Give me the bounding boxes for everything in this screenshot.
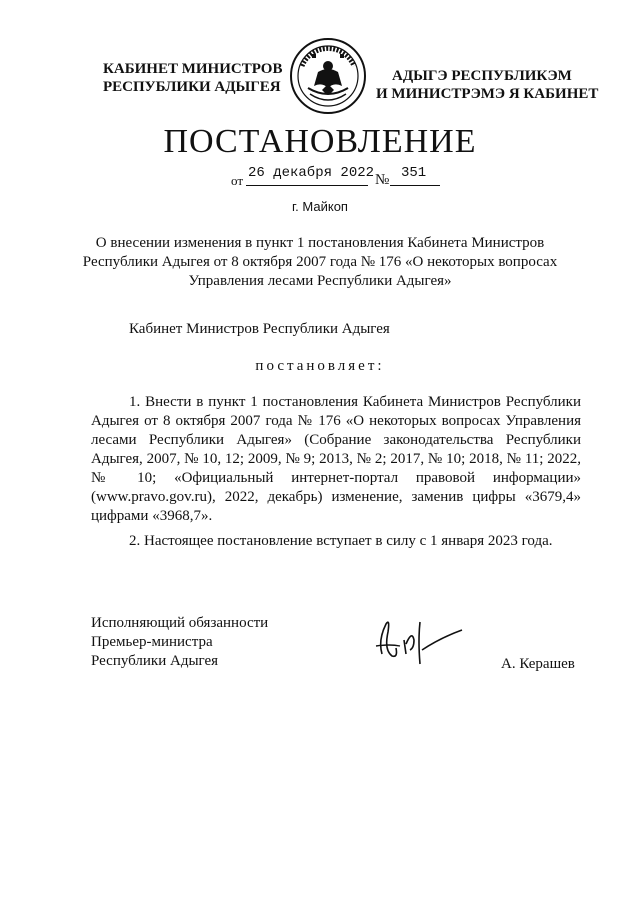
- city: г. Майкоп: [292, 199, 348, 214]
- signatory-position: [91, 614, 268, 671]
- subject-line3: Управления лесами Республики Адыгея»: [188, 273, 452, 289]
- document-title: ПОСТАНОВЛЕНИЕ: [163, 123, 477, 160]
- coat-of-arms-emblem: [288, 36, 368, 116]
- header-right-line2: И МИНИСТРЭМЭ Я КАБИНЕТ: [376, 86, 599, 102]
- header-left-line2: РЕСПУБЛИКИ АДЫГЕЯ: [103, 79, 281, 95]
- handwritten-signature: [370, 610, 470, 670]
- from-label: от: [231, 173, 244, 188]
- document-number: 351: [401, 165, 427, 181]
- document-date: 26 декабря 2022: [248, 165, 375, 181]
- signatory-line2: Премьер-министра: [91, 634, 213, 650]
- header-left: [103, 60, 282, 96]
- item-2-paragraph: 2. Настоящее постановление вступает в силу с 1 января 2023 года.: [129, 533, 553, 549]
- issuer-line: Кабинет Министров Республики Адыгея: [129, 321, 390, 337]
- subject-heading: [60, 234, 580, 291]
- subject-line1: О внесении изменения в пункт 1 постановления Кабинета Министров: [95, 235, 545, 251]
- header-right-line1: АДЫГЭ РЕСПУБЛИКЭМ: [392, 68, 572, 84]
- item-1-paragraph: 1. Внести в пункт 1 постановления Кабинета Министров Республики Адыгея от 8 октября 2007 года № 176 «О некоторых вопросах Управления лесами Республики Адыгея» (Собрание законодательства Республики Адыгея, 2007, № 10, 12; 2009, № 9; 2013, № 2; 2017, № 10; 2018, № 11; 2022, № 10; «Официальный интернет-портал правовой информации» (www.pravo.gov.ru), 2022, декабрь) изменение, заменив цифры «3679,4» цифрами «3968,7».: [91, 394, 581, 524]
- signatory-line3: Республики Адыгея: [91, 653, 219, 669]
- header-left-line1: КАБИНЕТ МИНИСТРОВ: [103, 61, 283, 77]
- signatory-name: А. Керашев: [501, 656, 575, 672]
- subject-line2: Республики Адыгея от 8 октября 2007 года № 176 «О некоторых вопросах: [82, 254, 558, 270]
- decrees-line: постановляет:: [255, 358, 385, 374]
- signatory-line1: Исполняющий обязанности: [91, 615, 269, 631]
- number-underline: [390, 185, 440, 186]
- number-label: №: [375, 172, 390, 188]
- date-underline: [246, 185, 368, 186]
- date-number-row: [0, 163, 640, 193]
- header-right: [376, 67, 598, 103]
